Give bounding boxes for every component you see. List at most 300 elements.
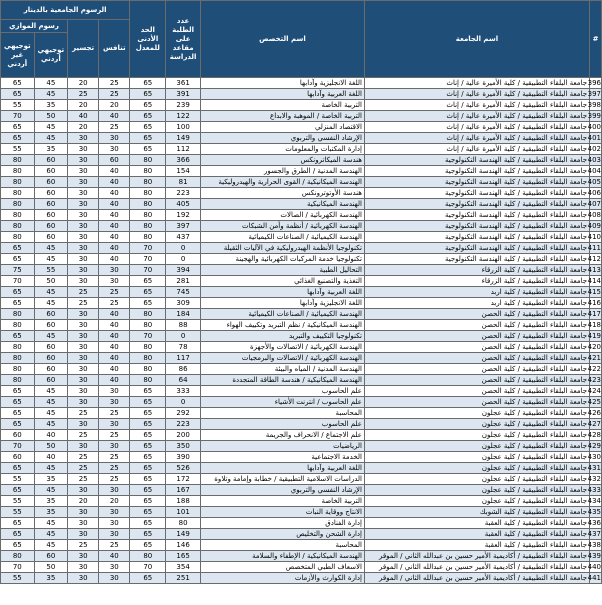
specialization-cell: اللغة العربية وآدابها — [200, 287, 364, 298]
bridging-fee-cell: 25 — [68, 287, 99, 298]
header-row-number: # — [590, 1, 602, 78]
parallel-non-jordanian-fee-cell: 65 — [1, 298, 35, 309]
specialization-cell: اللغة العربية وآدابها — [200, 463, 364, 474]
min-average-cell: 80 — [130, 177, 166, 188]
table-row — [1, 463, 602, 474]
bridging-fee-cell: 30 — [68, 562, 99, 573]
competitive-fee-cell: 30 — [99, 276, 130, 287]
row-number-cell: 433 — [587, 486, 601, 494]
min-average-cell: 80 — [130, 199, 166, 210]
parallel-non-jordanian-fee-cell: 80 — [1, 155, 35, 166]
competitive-fee-cell: 40 — [99, 177, 130, 188]
parallel-jordanian-fee-cell: 60 — [34, 188, 68, 199]
university-cell: جامعة البلقاء التطبيقية / كلية الزرقاء — [364, 276, 589, 287]
bridging-fee-cell: 25 — [68, 540, 99, 551]
competitive-fee-cell: 25 — [99, 89, 130, 100]
competitive-fee-cell: 40 — [99, 243, 130, 254]
parallel-jordanian-fee-cell: 60 — [34, 342, 68, 353]
parallel-jordanian-fee-cell: 35 — [34, 496, 68, 507]
university-cell: جامعة البلقاء التطبيقية / كلية الحصن — [364, 320, 589, 331]
specialization-cell: اللغة الانجليزية وآدابها — [200, 78, 364, 89]
header-seats: عدد الطلبة على مقاعد الدراسة — [166, 1, 201, 78]
competitive-fee-cell: 30 — [99, 265, 130, 276]
row-number-cell: 438 — [587, 541, 601, 549]
min-average-cell: 65 — [130, 518, 166, 529]
table-row — [1, 298, 602, 309]
bridging-fee-cell: 30 — [68, 375, 99, 386]
bridging-fee-cell: 30 — [68, 177, 99, 188]
parallel-jordanian-fee-cell: 60 — [34, 232, 68, 243]
table-row — [1, 122, 602, 133]
seats-cell: 0 — [166, 331, 201, 342]
table-row — [1, 100, 602, 111]
university-cell: جامعة البلقاء التطبيقية / كلية الأميرة عالية / إناث — [364, 111, 589, 122]
min-average-cell: 65 — [130, 122, 166, 133]
parallel-jordanian-fee-cell: 45 — [34, 122, 68, 133]
specialization-cell: الهندسة الميكانيكية / هندسة الطاقة المتجددة — [200, 375, 364, 386]
specialization-cell: الهندسة الميكانيكية / نظم التبريد وتكييف الهواء — [200, 320, 364, 331]
seats-cell: 81 — [166, 177, 201, 188]
row-number-cell: 398 — [587, 101, 601, 109]
parallel-jordanian-fee-cell: 60 — [34, 320, 68, 331]
seats-cell: 149 — [166, 133, 201, 144]
min-average-cell: 70 — [130, 243, 166, 254]
parallel-non-jordanian-fee-cell: 75 — [1, 265, 35, 276]
university-cell: جامعة البلقاء التطبيقية / كلية الهندسة التكنولوجية — [364, 188, 589, 199]
parallel-jordanian-fee-cell: 60 — [34, 551, 68, 562]
seats-cell: 100 — [166, 122, 201, 133]
min-average-cell: 80 — [130, 309, 166, 320]
bridging-fee-cell: 30 — [68, 155, 99, 166]
competitive-fee-cell: 40 — [99, 320, 130, 331]
bridging-fee-cell: 25 — [68, 298, 99, 309]
seats-cell: 167 — [166, 485, 201, 496]
university-cell: جامعة البلقاء التطبيقية / كلية الحصن — [364, 397, 589, 408]
competitive-fee-cell: 40 — [99, 111, 130, 122]
bridging-fee-cell: 30 — [68, 265, 99, 276]
table-row — [1, 78, 602, 89]
bridging-fee-cell: 25 — [68, 430, 99, 441]
table-row — [1, 529, 602, 540]
header-university: اسم الجامعة — [364, 1, 589, 78]
parallel-non-jordanian-fee-cell: 65 — [1, 397, 35, 408]
competitive-fee-cell: 40 — [99, 353, 130, 364]
min-average-cell: 65 — [130, 408, 166, 419]
table-row — [1, 518, 602, 529]
row-number-cell: 399 — [587, 112, 601, 120]
min-average-cell: 70 — [130, 265, 166, 276]
specialization-cell: الهندسة الميكانيكية / القوى الحرارية والهيدروليكية — [200, 177, 364, 188]
parallel-non-jordanian-fee-cell: 65 — [1, 133, 35, 144]
parallel-jordanian-fee-cell: 45 — [34, 529, 68, 540]
specialization-cell: الرياضيات — [200, 441, 364, 452]
parallel-non-jordanian-fee-cell: 65 — [1, 485, 35, 496]
bridging-fee-cell: 30 — [68, 276, 99, 287]
table-row — [1, 375, 602, 386]
parallel-jordanian-fee-cell: 40 — [34, 452, 68, 463]
seats-cell: 0 — [166, 254, 201, 265]
parallel-jordanian-fee-cell: 45 — [34, 386, 68, 397]
min-average-cell: 65 — [130, 540, 166, 551]
parallel-non-jordanian-fee-cell: 55 — [1, 474, 35, 485]
university-cell: جامعة البلقاء التطبيقية / كلية عجلون — [364, 430, 589, 441]
parallel-jordanian-fee-cell: 35 — [34, 507, 68, 518]
table-row — [1, 419, 602, 430]
seats-cell: 366 — [166, 155, 201, 166]
parallel-non-jordanian-fee-cell: 55 — [1, 496, 35, 507]
row-number-cell: 434 — [587, 497, 601, 505]
seats-cell: 172 — [166, 474, 201, 485]
specialization-cell: التربية الخاصة — [200, 496, 364, 507]
seats-cell: 526 — [166, 463, 201, 474]
row-number-cell: 422 — [587, 365, 601, 373]
min-average-cell: 65 — [130, 441, 166, 452]
bridging-fee-cell: 30 — [68, 441, 99, 452]
seats-cell: 223 — [166, 419, 201, 430]
competitive-fee-cell: 25 — [99, 298, 130, 309]
university-cell: جامعة البلقاء التطبيقية / كلية عجلون — [364, 463, 589, 474]
specialization-cell: الهندسة الكهربائية / أنظمة وأمن الشبكات — [200, 221, 364, 232]
table-row — [1, 111, 602, 122]
row-number-cell: 425 — [587, 398, 601, 406]
parallel-non-jordanian-fee-cell: 80 — [1, 551, 35, 562]
parallel-non-jordanian-fee-cell: 60 — [1, 430, 35, 441]
table-row — [1, 210, 602, 221]
table-row — [1, 144, 602, 155]
specialization-cell: الإرشاد النفسي والتربوي — [200, 485, 364, 496]
university-cell: جامعة البلقاء التطبيقية / كلية الأميرة عالية / إناث — [364, 78, 589, 89]
row-number-cell: 435 — [587, 508, 601, 516]
seats-cell: 239 — [166, 100, 201, 111]
table-row — [1, 573, 602, 584]
university-cell: جامعة البلقاء التطبيقية / كلية الهندسة التكنولوجية — [364, 254, 589, 265]
parallel-jordanian-fee-cell: 60 — [34, 309, 68, 320]
header-min-average: الحد الأدنى للمعدل — [130, 1, 166, 78]
specialization-cell: إدارة الكوارث والأزمات — [200, 573, 364, 584]
specialization-cell: إدارة الفنادق — [200, 518, 364, 529]
bridging-fee-cell: 30 — [68, 166, 99, 177]
seats-cell: 361 — [166, 78, 201, 89]
seats-cell: 101 — [166, 507, 201, 518]
seats-cell: 0 — [166, 397, 201, 408]
competitive-fee-cell: 25 — [99, 430, 130, 441]
table-row — [1, 507, 602, 518]
min-average-cell: 65 — [130, 452, 166, 463]
row-number-cell: 427 — [587, 420, 601, 428]
table-row — [1, 441, 602, 452]
table-row — [1, 287, 602, 298]
parallel-non-jordanian-fee-cell: 65 — [1, 518, 35, 529]
specialization-cell: الهندسة الكهربائية / الاتصالات والبرمجيات — [200, 353, 364, 364]
university-cell: جامعة البلقاء التطبيقية / كلية الحصن — [364, 309, 589, 320]
min-average-cell: 65 — [130, 276, 166, 287]
specialization-cell: الانتاج ووقاية النبات — [200, 507, 364, 518]
parallel-non-jordanian-fee-cell: 60 — [1, 452, 35, 463]
competitive-fee-cell: 30 — [99, 507, 130, 518]
bridging-fee-cell: 25 — [68, 89, 99, 100]
parallel-non-jordanian-fee-cell: 80 — [1, 232, 35, 243]
min-average-cell: 80 — [130, 232, 166, 243]
university-cell: جامعة البلقاء التطبيقية / كلية عجلون — [364, 419, 589, 430]
header-fees-group: الرسوم الجامعية بالدينار — [1, 1, 130, 20]
row-number-cell: 411 — [587, 244, 601, 252]
table-row — [1, 276, 602, 287]
competitive-fee-cell: 25 — [99, 540, 130, 551]
seats-cell: 437 — [166, 232, 201, 243]
competitive-fee-cell: 30 — [99, 397, 130, 408]
competitive-fee-cell: 40 — [99, 331, 130, 342]
header-parallel-group: رسوم الموازي — [1, 20, 68, 33]
row-number-cell: 417 — [587, 310, 601, 318]
bridging-fee-cell: 20 — [68, 496, 99, 507]
parallel-jordanian-fee-cell: 60 — [34, 155, 68, 166]
parallel-non-jordanian-fee-cell: 65 — [1, 89, 35, 100]
parallel-jordanian-fee-cell: 35 — [34, 100, 68, 111]
parallel-non-jordanian-fee-cell: 80 — [1, 309, 35, 320]
specialization-cell: اللغة الانجليزية وآدابها — [200, 298, 364, 309]
competitive-fee-cell: 30 — [99, 133, 130, 144]
row-number-cell: 426 — [587, 409, 601, 417]
university-cell: جامعة البلقاء التطبيقية / كلية الحصن — [364, 375, 589, 386]
specialization-cell: المحاسبة — [200, 540, 364, 551]
row-number-cell: 430 — [587, 453, 601, 461]
competitive-fee-cell: 40 — [99, 199, 130, 210]
specialization-cell: التربية الخاصة / الموهبة والابداع — [200, 111, 364, 122]
table-row — [1, 243, 602, 254]
header-specialization: اسم التخصص — [200, 1, 364, 78]
university-cell: جامعة البلقاء التطبيقية / كلية الهندسة التكنولوجية — [364, 177, 589, 188]
parallel-jordanian-fee-cell: 50 — [34, 562, 68, 573]
university-cell: جامعة البلقاء التطبيقية / كلية الهندسة التكنولوجية — [364, 232, 589, 243]
university-cell: جامعة البلقاء التطبيقية / كلية الهندسة التكنولوجية — [364, 199, 589, 210]
bridging-fee-cell: 30 — [68, 243, 99, 254]
row-number-cell: 413 — [587, 266, 601, 274]
specialization-cell: علم الحاسوب — [200, 419, 364, 430]
competitive-fee-cell: 40 — [99, 166, 130, 177]
row-number-cell: 407 — [587, 200, 601, 208]
parallel-jordanian-fee-cell: 45 — [34, 298, 68, 309]
specialization-cell: المحاسبة — [200, 408, 364, 419]
parallel-non-jordanian-fee-cell: 65 — [1, 254, 35, 265]
competitive-fee-cell: 30 — [99, 441, 130, 452]
parallel-jordanian-fee-cell: 45 — [34, 518, 68, 529]
min-average-cell: 70 — [130, 254, 166, 265]
specialization-cell: الهندسة المدنية / المياه والبيئة — [200, 364, 364, 375]
specialization-cell: الهندسة الميكانيكية — [200, 199, 364, 210]
specialization-cell: الهندسة الميكانيكية / الإطفاء والسلامة — [200, 551, 364, 562]
bridging-fee-cell: 30 — [68, 309, 99, 320]
row-number-cell: 423 — [587, 376, 601, 384]
university-cell: جامعة البلقاء التطبيقية / كلية الحصن — [364, 364, 589, 375]
header-competitive: تنافس — [99, 20, 130, 78]
parallel-jordanian-fee-cell: 60 — [34, 221, 68, 232]
specialization-cell: تكنولوجيا الأنظمة الهيدروليكية في الآليات الثقيلة — [200, 243, 364, 254]
seats-cell: 333 — [166, 386, 201, 397]
university-cell: جامعة البلقاء التطبيقية / كلية العقبة — [364, 540, 589, 551]
min-average-cell: 65 — [130, 507, 166, 518]
parallel-jordanian-fee-cell: 45 — [34, 419, 68, 430]
table-row — [1, 386, 602, 397]
table-row — [1, 408, 602, 419]
bridging-fee-cell: 20 — [68, 100, 99, 111]
competitive-fee-cell: 40 — [99, 309, 130, 320]
row-number-cell: 401 — [587, 134, 601, 142]
parallel-non-jordanian-fee-cell: 80 — [1, 364, 35, 375]
row-number-cell: 409 — [587, 222, 601, 230]
specialization-cell: علم الاجتماع / الانحراف والجريمة — [200, 430, 364, 441]
table-row — [1, 452, 602, 463]
seats-cell: 200 — [166, 430, 201, 441]
row-number-cell: 400 — [587, 123, 601, 131]
seats-cell: 397 — [166, 221, 201, 232]
university-cell: جامعة البلقاء التطبيقية / كلية الأميرة عالية / إناث — [364, 100, 589, 111]
specialization-cell: الاسعاف الطبي المتخصص — [200, 562, 364, 573]
parallel-jordanian-fee-cell: 45 — [34, 331, 68, 342]
parallel-non-jordanian-fee-cell: 65 — [1, 408, 35, 419]
competitive-fee-cell: 40 — [99, 551, 130, 562]
min-average-cell: 65 — [130, 463, 166, 474]
parallel-non-jordanian-fee-cell: 70 — [1, 562, 35, 573]
table-row — [1, 562, 602, 573]
seats-cell: 309 — [166, 298, 201, 309]
seats-cell: 112 — [166, 144, 201, 155]
bridging-fee-cell: 30 — [68, 353, 99, 364]
seats-cell: 405 — [166, 199, 201, 210]
university-cell: جامعة البلقاء التطبيقية / أكاديمية الأمير حسين بن عبدالله الثاني / الموقر — [364, 551, 589, 562]
seats-cell: 390 — [166, 452, 201, 463]
bridging-fee-cell: 30 — [68, 144, 99, 155]
seats-cell: 78 — [166, 342, 201, 353]
seats-cell: 0 — [166, 243, 201, 254]
min-average-cell: 80 — [130, 155, 166, 166]
specialization-cell: التربية الخاصة — [200, 100, 364, 111]
row-number-cell: 428 — [587, 431, 601, 439]
row-number-cell: 408 — [587, 211, 601, 219]
seats-cell: 86 — [166, 364, 201, 375]
min-average-cell: 65 — [130, 133, 166, 144]
min-average-cell: 80 — [130, 375, 166, 386]
competitive-fee-cell: 40 — [99, 232, 130, 243]
bridging-fee-cell: 30 — [68, 188, 99, 199]
parallel-non-jordanian-fee-cell: 70 — [1, 111, 35, 122]
min-average-cell: 65 — [130, 496, 166, 507]
row-number-cell: 441 — [587, 574, 601, 582]
specialization-cell: الهندسة الكيميائية / الصناعات الكيميائية — [200, 309, 364, 320]
competitive-fee-cell: 40 — [99, 254, 130, 265]
university-cell: جامعة البلقاء التطبيقية / كلية عجلون — [364, 452, 589, 463]
university-cell: جامعة البلقاء التطبيقية / كلية الحصن — [364, 386, 589, 397]
university-cell: جامعة البلقاء التطبيقية / أكاديمية الأمير حسين بن عبدالله الثاني / الموقر — [364, 562, 589, 573]
competitive-fee-cell: 30 — [99, 144, 130, 155]
row-number-cell: 416 — [587, 299, 601, 307]
bridging-fee-cell: 30 — [68, 364, 99, 375]
table-row — [1, 496, 602, 507]
table-row — [1, 177, 602, 188]
specialization-cell: الهندسة الكهربائية / الاتصالات والأجهزة — [200, 342, 364, 353]
specialization-cell: الهندسة الكيميائية / الصناعات الكيميائية — [200, 232, 364, 243]
min-average-cell: 65 — [130, 386, 166, 397]
bridging-fee-cell: 30 — [68, 485, 99, 496]
min-average-cell: 80 — [130, 320, 166, 331]
row-number-cell: 431 — [587, 464, 601, 472]
bridging-fee-cell: 25 — [68, 452, 99, 463]
parallel-non-jordanian-fee-cell: 80 — [1, 199, 35, 210]
table-row — [1, 342, 602, 353]
seats-cell: 350 — [166, 441, 201, 452]
competitive-fee-cell: 25 — [99, 122, 130, 133]
parallel-non-jordanian-fee-cell: 80 — [1, 342, 35, 353]
min-average-cell: 80 — [130, 342, 166, 353]
bridging-fee-cell: 30 — [68, 507, 99, 518]
parallel-jordanian-fee-cell: 35 — [34, 573, 68, 584]
parallel-jordanian-fee-cell: 50 — [34, 276, 68, 287]
competitive-fee-cell: 30 — [99, 419, 130, 430]
parallel-non-jordanian-fee-cell: 65 — [1, 540, 35, 551]
min-average-cell: 80 — [130, 188, 166, 199]
min-average-cell: 80 — [130, 210, 166, 221]
competitive-fee-cell: 20 — [99, 100, 130, 111]
parallel-jordanian-fee-cell: 45 — [34, 397, 68, 408]
header-bridging: تجسير — [68, 20, 99, 78]
row-number-cell: 436 — [587, 519, 601, 527]
min-average-cell: 65 — [130, 529, 166, 540]
parallel-non-jordanian-fee-cell: 80 — [1, 375, 35, 386]
competitive-fee-cell: 25 — [99, 463, 130, 474]
parallel-jordanian-fee-cell: 45 — [34, 463, 68, 474]
bridging-fee-cell: 30 — [68, 320, 99, 331]
parallel-jordanian-fee-cell: 35 — [34, 144, 68, 155]
university-cell: جامعة البلقاء التطبيقية / كلية الهندسة التكنولوجية — [364, 221, 589, 232]
university-cell: جامعة البلقاء التطبيقية / كلية عجلون — [364, 441, 589, 452]
min-average-cell: 70 — [130, 562, 166, 573]
table-row — [1, 133, 602, 144]
university-cell: جامعة البلقاء التطبيقية / كلية الأميرة عالية / إناث — [364, 133, 589, 144]
table-row — [1, 485, 602, 496]
specialization-cell: إدارة المكتبات والمعلومات — [200, 144, 364, 155]
specialization-cell: علم الحاسوب — [200, 386, 364, 397]
parallel-non-jordanian-fee-cell: 65 — [1, 122, 35, 133]
university-cell: جامعة البلقاء التطبيقية / كلية الهندسة التكنولوجية — [364, 155, 589, 166]
competitive-fee-cell: 60 — [99, 155, 130, 166]
parallel-non-jordanian-fee-cell: 70 — [1, 276, 35, 287]
seats-cell: 292 — [166, 408, 201, 419]
competitive-fee-cell: 25 — [99, 452, 130, 463]
parallel-non-jordanian-fee-cell: 65 — [1, 419, 35, 430]
table-row — [1, 221, 602, 232]
table-row — [1, 474, 602, 485]
table-row — [1, 364, 602, 375]
table-row — [1, 540, 602, 551]
row-number-cell: 403 — [587, 156, 601, 164]
competitive-fee-cell: 30 — [99, 386, 130, 397]
min-average-cell: 80 — [130, 364, 166, 375]
table-row — [1, 331, 602, 342]
parallel-jordanian-fee-cell: 50 — [34, 111, 68, 122]
seats-cell: 251 — [166, 573, 201, 584]
parallel-non-jordanian-fee-cell: 80 — [1, 166, 35, 177]
parallel-non-jordanian-fee-cell: 55 — [1, 573, 35, 584]
row-number-cell: 440 — [587, 563, 601, 571]
parallel-jordanian-fee-cell: 35 — [34, 474, 68, 485]
seats-cell: 281 — [166, 276, 201, 287]
min-average-cell: 80 — [130, 166, 166, 177]
specialization-cell: تكنولوجيا خدمة المركبات الكهربائية والهجينة — [200, 254, 364, 265]
seats-cell: 192 — [166, 210, 201, 221]
competitive-fee-cell: 40 — [99, 364, 130, 375]
seats-cell: 391 — [166, 89, 201, 100]
parallel-jordanian-fee-cell: 45 — [34, 78, 68, 89]
parallel-jordanian-fee-cell: 55 — [34, 265, 68, 276]
